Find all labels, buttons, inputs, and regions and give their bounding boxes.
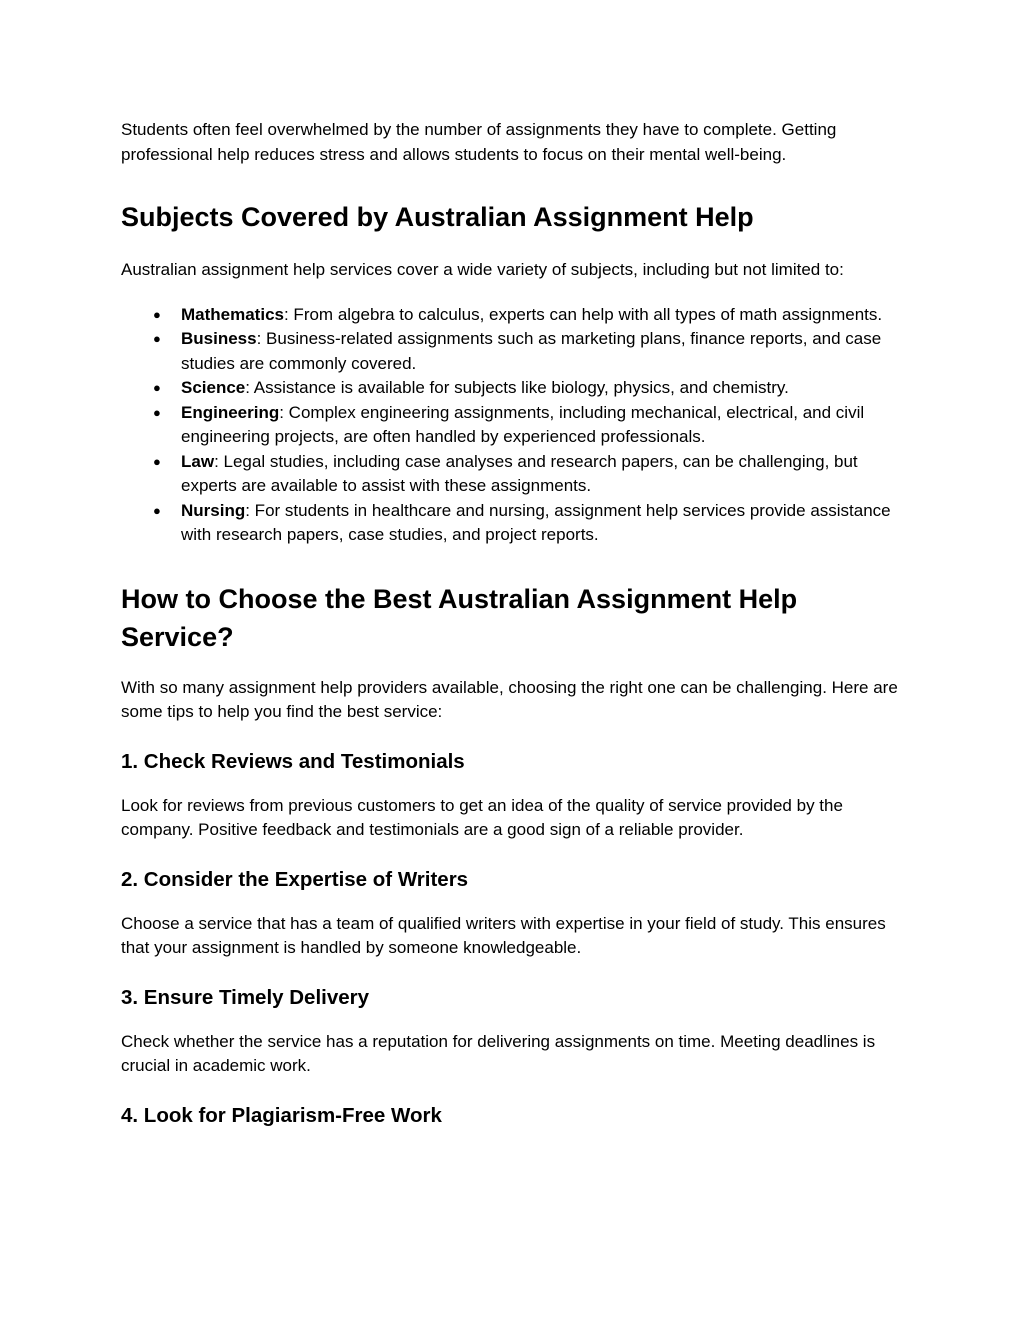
- list-item-text: : For students in healthcare and nursing, assignment help services provide assistance with research papers, case studies, and project reports.: [181, 500, 891, 544]
- list-item-nursing: [121, 499, 911, 548]
- subjects-intro-paragraph: Australian assignment help services cover a wide variety of subjects, including but not limited to:: [121, 260, 844, 279]
- tip-heading-delivery: 3. Ensure Timely Delivery: [121, 985, 370, 1009]
- list-item-term: Science: [181, 378, 246, 397]
- list-item-term: Mathematics: [181, 304, 284, 324]
- list-item-text: : Assistance is available for subjects like biology, physics, and chemistry.: [245, 378, 789, 397]
- list-item-text: : Legal studies, including case analyses and research papers, can be challenging, but experts are available to assist with these assignments.: [181, 451, 858, 495]
- list-item-term: Nursing: [181, 500, 246, 520]
- tip-paragraph-reviews: Look for reviews from previous customers to get an idea of the quality of service provided by the company. Positive feedback and testimonials are a good sign of a reliable provider.: [121, 795, 843, 839]
- list-item-engineering: [121, 401, 911, 450]
- choose-heading: How to Choose the Best Australian Assignment Help Service?: [121, 583, 798, 652]
- list-item-law: [121, 450, 911, 499]
- intro-paragraph: Students often feel overwhelmed by the number of assignments they have to complete. Getting professional help reduces stress and allows students to focus on their mental well-being.: [121, 120, 837, 164]
- tip-heading-expertise: 2. Consider the Expertise of Writers: [121, 867, 469, 891]
- list-item-science: [121, 376, 911, 401]
- list-item-text: : Complex engineering assignments, including mechanical, electrical, and civil engineering projects, are often handled by experienced professionals.: [181, 402, 865, 446]
- subjects-heading: Subjects Covered by Australian Assignment Help: [121, 202, 754, 232]
- tip-paragraph-delivery: Check whether the service has a reputation for delivering assignments on time. Meeting deadlines is crucial in academic work.: [121, 1031, 876, 1075]
- bullet-icon: ●: [153, 380, 161, 395]
- list-item-term: Law: [181, 451, 215, 471]
- list-item-mathematics: [121, 303, 911, 328]
- list-item-business: [121, 327, 911, 376]
- choose-intro-paragraph: With so many assignment help providers available, choosing the right one can be challenging. Here are some tips to help you find the best service:: [121, 677, 898, 721]
- bullet-icon: ●: [153, 502, 161, 518]
- document-page: [121, 118, 911, 1130]
- bullet-icon: ●: [153, 331, 161, 346]
- list-item-term: Engineering: [181, 402, 280, 422]
- subjects-list: [121, 303, 911, 548]
- tip-paragraph-expertise: Choose a service that has a team of qualified writers with expertise in your field of study. This ensures that your assignment is handled by someone knowledgeable.: [121, 913, 886, 957]
- list-item-text: : From algebra to calculus, experts can help with all types of math assignments.: [283, 304, 883, 324]
- tip-heading-reviews: 1. Check Reviews and Testimonials: [121, 749, 465, 773]
- bullet-icon: ●: [153, 453, 161, 469]
- tip-heading-plagiarism: 4. Look for Plagiarism-Free Work: [121, 1103, 442, 1127]
- list-item-text: : Business-related assignments such as marketing plans, finance reports, and case studies are commonly covered.: [181, 329, 882, 373]
- bullet-icon: ●: [153, 306, 161, 322]
- bullet-icon: ●: [153, 404, 161, 420]
- list-item-term: Business: [181, 329, 257, 348]
